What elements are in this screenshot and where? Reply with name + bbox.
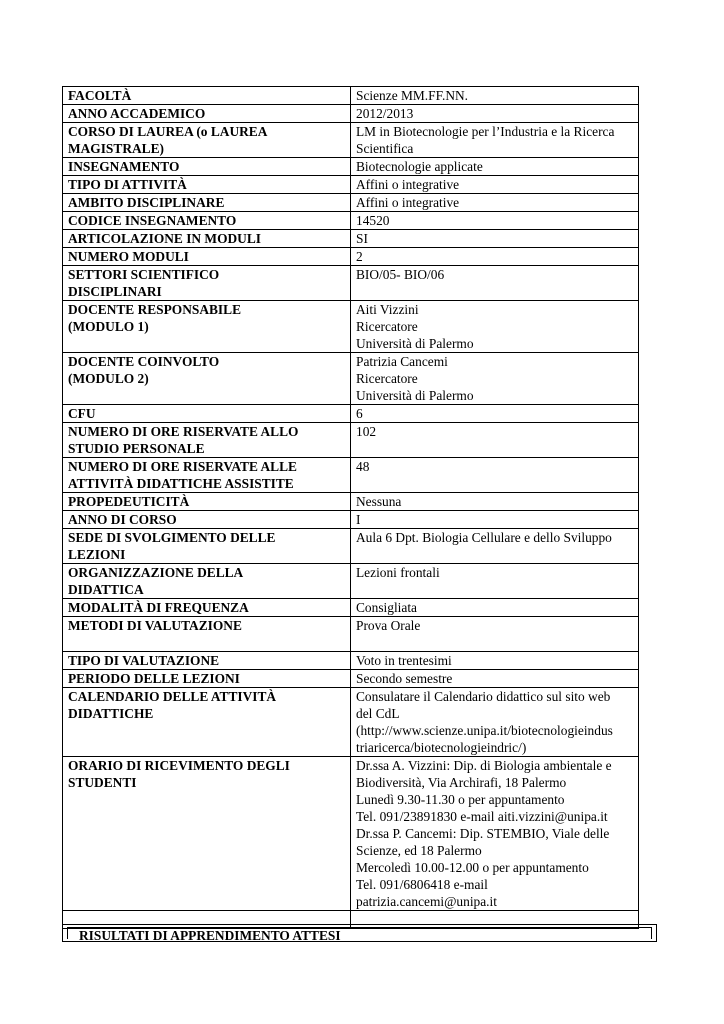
field-label bbox=[63, 105, 351, 123]
table-row bbox=[63, 176, 639, 194]
field-label-line: SETTORI SCIENTIFICO bbox=[68, 267, 220, 282]
table-row bbox=[63, 158, 639, 176]
field-label-line: MAGISTRALE) bbox=[68, 141, 164, 156]
field-label-line: INSEGNAMENTO bbox=[68, 159, 180, 174]
table-row bbox=[63, 599, 639, 617]
table-row bbox=[63, 493, 639, 511]
field-label-line: FACOLTÀ bbox=[68, 88, 132, 103]
field-value-line: Consulatare il Calendario didattico sul sito web bbox=[356, 689, 611, 704]
field-value-line: I bbox=[356, 512, 361, 527]
field-label-line: ATTIVITÀ DIDATTICHE ASSISTITE bbox=[68, 476, 294, 491]
field-value-line: Dr.ssa A. Vizzini: Dip. di Biologia ambientale e bbox=[356, 758, 612, 773]
field-value-line: Aula 6 Dpt. Biologia Cellulare e dello Sviluppo bbox=[356, 530, 612, 545]
table-row bbox=[63, 266, 639, 301]
field-label bbox=[63, 617, 351, 652]
field-value bbox=[351, 158, 639, 176]
field-label bbox=[63, 688, 351, 757]
field-value-line: Dr.ssa P. Cancemi: Dip. STEMBIO, Viale delle bbox=[356, 826, 610, 841]
field-value bbox=[351, 599, 639, 617]
field-value bbox=[351, 493, 639, 511]
field-label-line: CORSO DI LAUREA (o LAUREA bbox=[68, 124, 268, 139]
field-value-line: Aiti Vizzini bbox=[356, 302, 419, 317]
field-value-line: 6 bbox=[356, 406, 363, 421]
field-label-line: TIPO DI VALUTAZIONE bbox=[68, 653, 220, 668]
field-value bbox=[351, 529, 639, 564]
field-label bbox=[63, 757, 351, 911]
field-label bbox=[63, 599, 351, 617]
field-value bbox=[351, 423, 639, 458]
field-value-line: 2012/2013 bbox=[356, 106, 414, 121]
field-label-line: TIPO DI ATTIVITÀ bbox=[68, 177, 187, 192]
table-row bbox=[63, 511, 639, 529]
field-value bbox=[351, 670, 639, 688]
field-value-line: Consigliata bbox=[356, 600, 417, 615]
table-row bbox=[63, 353, 639, 405]
field-label bbox=[63, 230, 351, 248]
course-info-body bbox=[63, 87, 639, 929]
table-row bbox=[63, 670, 639, 688]
field-value bbox=[351, 105, 639, 123]
field-label bbox=[63, 212, 351, 230]
field-label-line: (MODULO 1) bbox=[68, 319, 149, 334]
table-row bbox=[63, 123, 639, 158]
results-section-inner bbox=[67, 927, 652, 943]
field-value-line: Università di Palermo bbox=[356, 388, 474, 403]
field-value-line: Secondo semestre bbox=[356, 671, 453, 686]
field-label bbox=[63, 458, 351, 493]
field-value-line: Nessuna bbox=[356, 494, 402, 509]
field-value-line: Voto in trentesimi bbox=[356, 653, 452, 668]
field-value-line bbox=[356, 634, 633, 651]
table-row bbox=[63, 652, 639, 670]
field-value bbox=[351, 176, 639, 194]
field-label bbox=[63, 511, 351, 529]
table-row bbox=[63, 529, 639, 564]
field-value bbox=[351, 301, 639, 353]
field-value bbox=[351, 266, 639, 301]
field-label-line: AMBITO DISCIPLINARE bbox=[68, 195, 225, 210]
field-value-line: Mercoledì 10.00-12.00 o per appuntamento bbox=[356, 860, 589, 875]
field-label-line: ORARIO DI RICEVIMENTO DEGLI bbox=[68, 758, 290, 773]
field-label bbox=[63, 405, 351, 423]
field-label-line: SEDE DI SVOLGIMENTO DELLE bbox=[68, 530, 276, 545]
field-label-line: MODALITÀ DI FREQUENZA bbox=[68, 600, 249, 615]
field-value-line: Prova Orale bbox=[356, 618, 421, 633]
field-label-line: CFU bbox=[68, 406, 96, 421]
field-label bbox=[63, 194, 351, 212]
field-label-line: PERIODO DELLE LEZIONI bbox=[68, 671, 240, 686]
field-value-line: triaricerca/biotecnologieindric/) bbox=[356, 740, 527, 755]
field-value-line: Biodiversità, Via Archirafi, 18 Palermo bbox=[356, 775, 567, 790]
field-value-line: patrizia.cancemi@unipa.it bbox=[356, 894, 497, 909]
field-value-line: Tel. 091/23891830 e-mail aiti.vizzini@unipa.it bbox=[356, 809, 608, 824]
field-label-line: DISCIPLINARI bbox=[68, 284, 162, 299]
field-value bbox=[351, 652, 639, 670]
table-row bbox=[63, 757, 639, 911]
table-row bbox=[63, 87, 639, 105]
table-row bbox=[63, 688, 639, 757]
field-value bbox=[351, 123, 639, 158]
field-label-line bbox=[68, 634, 345, 651]
field-label-line: CODICE INSEGNAMENTO bbox=[68, 213, 237, 228]
field-label-line: STUDIO PERSONALE bbox=[68, 441, 205, 456]
field-label bbox=[63, 123, 351, 158]
field-label-line: METODI DI VALUTAZIONE bbox=[68, 618, 242, 633]
field-value-line: SI bbox=[356, 231, 368, 246]
field-value bbox=[351, 757, 639, 911]
field-label bbox=[63, 158, 351, 176]
field-value-line: Scienze, ed 18 Palermo bbox=[356, 843, 482, 858]
table-row bbox=[63, 423, 639, 458]
results-section-box bbox=[62, 924, 657, 942]
table-row bbox=[63, 564, 639, 599]
table-row bbox=[63, 105, 639, 123]
field-value-line: Università di Palermo bbox=[356, 336, 474, 351]
field-label bbox=[63, 652, 351, 670]
field-label-line: DIDATTICA bbox=[68, 582, 144, 597]
field-value-line: LM in Biotecnologie per l’Industria e la Ricerca bbox=[356, 124, 615, 139]
field-value bbox=[351, 353, 639, 405]
field-label bbox=[63, 670, 351, 688]
course-info-table bbox=[62, 86, 639, 929]
field-value bbox=[351, 617, 639, 652]
table-row bbox=[63, 405, 639, 423]
field-label-line: LEZIONI bbox=[68, 547, 126, 562]
field-label-line: ANNO DI CORSO bbox=[68, 512, 177, 527]
field-value bbox=[351, 248, 639, 266]
field-label bbox=[63, 248, 351, 266]
field-label-line: ARTICOLAZIONE IN MODULI bbox=[68, 231, 261, 246]
field-value-line: BIO/05- BIO/06 bbox=[356, 267, 445, 282]
field-value-line: Biotecnologie applicate bbox=[356, 159, 483, 174]
field-label bbox=[63, 266, 351, 301]
field-label-line: NUMERO DI ORE RISERVATE ALLO bbox=[68, 424, 299, 439]
field-label bbox=[63, 87, 351, 105]
table-row bbox=[63, 248, 639, 266]
field-label bbox=[63, 176, 351, 194]
field-value-line: Affini o integrative bbox=[356, 195, 460, 210]
field-value bbox=[351, 458, 639, 493]
field-label-line: DOCENTE RESPONSABILE bbox=[68, 302, 242, 317]
field-label-line: STUDENTI bbox=[68, 775, 137, 790]
field-label-line: DIDATTICHE bbox=[68, 706, 154, 721]
field-label bbox=[63, 353, 351, 405]
field-value-line: 48 bbox=[356, 459, 370, 474]
field-label-line: NUMERO DI ORE RISERVATE ALLE bbox=[68, 459, 297, 474]
field-label-line: DOCENTE COINVOLTO bbox=[68, 354, 220, 369]
field-label bbox=[63, 529, 351, 564]
field-value-line: Scienze MM.FF.NN. bbox=[356, 88, 469, 103]
field-value-line: Scientifica bbox=[356, 141, 414, 156]
field-value-line: Patrizia Cancemi bbox=[356, 354, 448, 369]
table-row bbox=[63, 458, 639, 493]
field-value-line: 14520 bbox=[356, 213, 390, 228]
field-label bbox=[63, 564, 351, 599]
field-value-line: Ricercatore bbox=[356, 319, 418, 334]
field-value-line: Tel. 091/6806418 e-mail bbox=[356, 877, 488, 892]
field-label-line: NUMERO MODULI bbox=[68, 249, 189, 264]
field-label-line: CALENDARIO DELLE ATTIVITÀ bbox=[68, 689, 277, 704]
field-label bbox=[63, 301, 351, 353]
field-label bbox=[63, 423, 351, 458]
field-value bbox=[351, 230, 639, 248]
field-label-line: ANNO ACCADEMICO bbox=[68, 106, 206, 121]
field-value bbox=[351, 564, 639, 599]
field-value bbox=[351, 405, 639, 423]
field-value bbox=[351, 212, 639, 230]
table-row bbox=[63, 617, 639, 652]
field-value-line: 2 bbox=[356, 249, 363, 264]
field-value-line: Lunedì 9.30-11.30 o per appuntamento bbox=[356, 792, 565, 807]
field-value-line: Lezioni frontali bbox=[356, 565, 440, 580]
table-row bbox=[63, 230, 639, 248]
field-value bbox=[351, 688, 639, 757]
field-value-line: Affini o integrative bbox=[356, 177, 460, 192]
table-row bbox=[63, 194, 639, 212]
field-label-line: (MODULO 2) bbox=[68, 371, 149, 386]
field-value bbox=[351, 511, 639, 529]
field-value-line: (http://www.scienze.unipa.it/biotecnologieindus bbox=[356, 723, 613, 738]
field-value-line: 102 bbox=[356, 424, 377, 439]
table-row bbox=[63, 212, 639, 230]
field-value-line: del CdL bbox=[356, 706, 400, 721]
field-label bbox=[63, 493, 351, 511]
field-value bbox=[351, 194, 639, 212]
field-label-line: ORGANIZZAZIONE DELLA bbox=[68, 565, 244, 580]
results-section-title: RISULTATI DI APPRENDIMENTO ATTESI bbox=[79, 928, 341, 943]
field-value-line: Ricercatore bbox=[356, 371, 418, 386]
field-label-line: PROPEDEUTICITÀ bbox=[68, 494, 190, 509]
field-value bbox=[351, 87, 639, 105]
table-row bbox=[63, 301, 639, 353]
